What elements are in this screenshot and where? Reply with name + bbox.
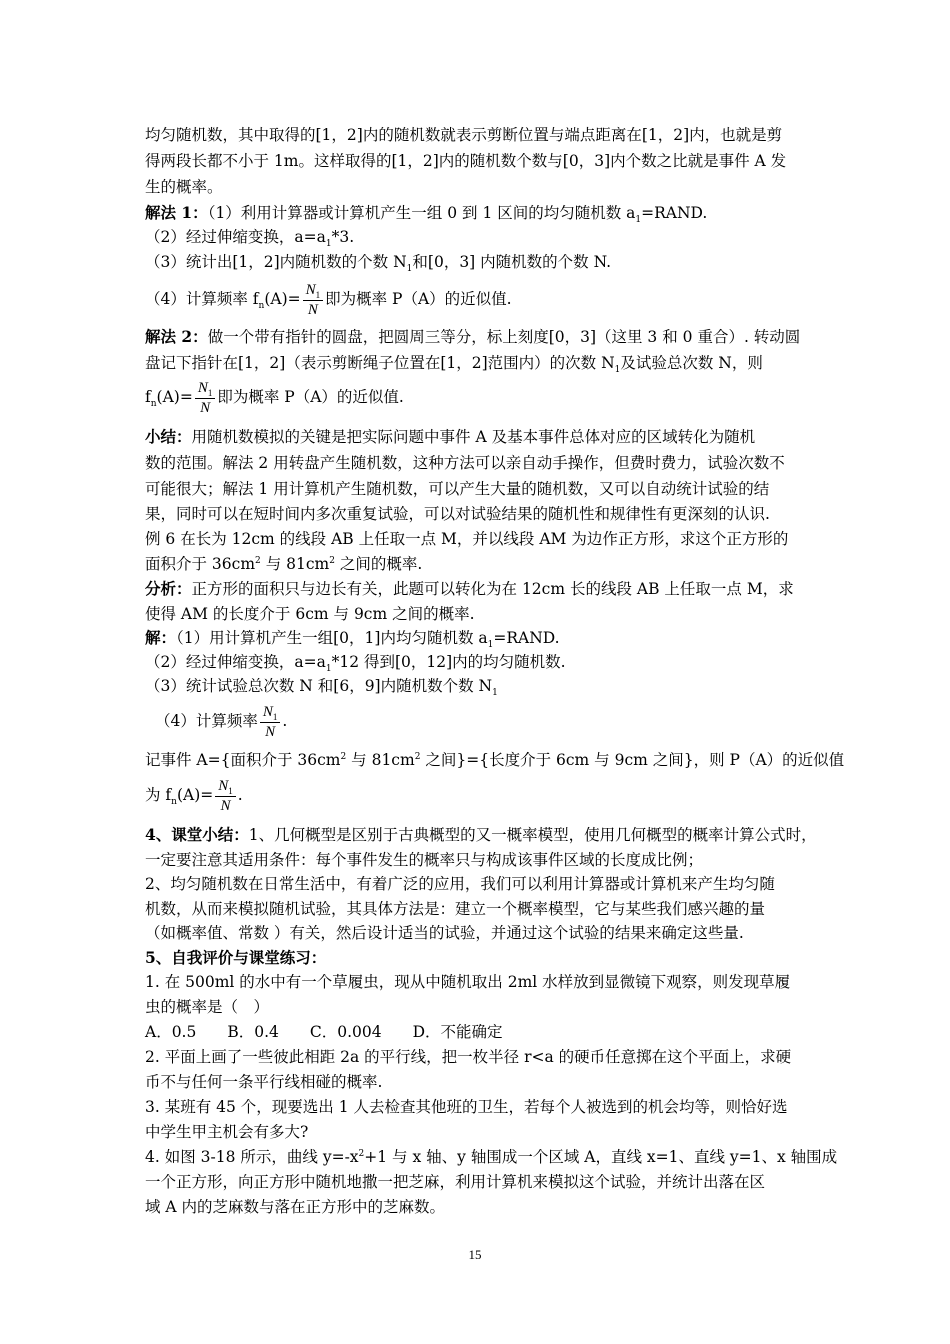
class-summary-label: 4、课堂小结： (145, 825, 249, 844)
text: 即为概率 P（A）的近似值. (325, 290, 512, 308)
text-line: 虫的概率是（ ） (145, 998, 270, 1016)
solution-2-line (145, 326, 800, 348)
text: 与 81cm (346, 751, 415, 769)
fraction-denominator: N (265, 723, 276, 740)
text-line: （如概率值、常数 ）有关，然后设计适当的试验，并通过这个试验的结果来确定这些量. (145, 924, 744, 942)
summary-line (145, 426, 755, 448)
fraction-denominator: N (200, 399, 211, 416)
formula-line (155, 698, 287, 744)
superscript: 2 (255, 555, 261, 566)
text-line: 域 A 内的芝麻数与落在正方形中的芝麻数。 (145, 1198, 446, 1216)
subscript: n (171, 797, 177, 808)
exercise-4 (145, 1146, 837, 1168)
subscript: 1 (325, 664, 332, 675)
text: 4. 如图 3-18 所示，曲线 y=-x (145, 1148, 359, 1166)
subscript: 1 (487, 640, 494, 651)
text: 之间的概率. (334, 555, 423, 573)
solution-line (145, 627, 560, 649)
text: 面积介于 36cm (145, 555, 256, 573)
text: 盘记下指针在[1，2]（表示剪断绳子位置在[1，2]范围内）的次数 N (145, 354, 615, 372)
fraction-denominator: N (307, 301, 318, 318)
superscript: 2 (340, 751, 347, 762)
text-line: 生的概率。 (145, 178, 223, 196)
superscript: 2 (358, 1148, 365, 1159)
text: 用随机数模拟的关键是把实际问题中事件 A 及基本事件总体对应的区域转化为随机 (191, 428, 756, 446)
text: （4）计算频率 f (145, 290, 259, 308)
text: 做一个带有指针的圆盘，把圆周三等分，标上刻度[0，3]（这里 3 和 0 重合）. 转动圆 (207, 328, 801, 346)
fraction-numerator: $N_1$ (303, 282, 324, 301)
subscript: 1 (325, 239, 332, 250)
text-line: 2、均匀随机数在日常生活中，有着广泛的应用，我们可以利用计算器或计算机来产生均匀随 (145, 875, 775, 893)
superscript: 2 (414, 751, 421, 762)
fraction (303, 282, 324, 319)
solution-1-line (145, 202, 707, 224)
formula-line (145, 276, 512, 322)
page-number: 15 (468, 1247, 482, 1262)
text: 正方形的面积只与边长有关，此题可以转化为在 12cm 长的线段 AB 上任取一点 M，求 (191, 580, 794, 598)
text-line: 数的范围。解法 2 用转盘产生随机数，这种方法可以亲自动手操作，但费时费力，试验次数不 (145, 454, 785, 472)
subscript: n (258, 301, 265, 312)
text-line: 可能很大；解法 1 用计算机产生随机数，可以产生大量的随机数，又可以自动统计试验的结 (145, 480, 770, 498)
text: （2）经过伸缩变换，a=a (145, 653, 326, 671)
text: (A)= (264, 290, 301, 308)
fraction (260, 704, 281, 741)
text: (A)= (156, 388, 193, 406)
solution-label: 解： (145, 628, 177, 647)
text: （3）统计出[1，2]内随机数的个数 N (145, 253, 407, 271)
subscript: 1 (614, 365, 621, 376)
formula-line (145, 374, 404, 420)
text-line: 一定要注意其适用条件：每个事件发生的概率只与构成该事件区域的长度成比例； (145, 851, 704, 869)
answer-options: A．0.5 B．0.4 C．0.004 D．不能确定 (145, 1023, 503, 1041)
text-line (145, 226, 354, 248)
text: 记事件 A={面积介于 36cm (145, 751, 341, 769)
text: 和[0，3] 内随机数的个数 N. (412, 253, 612, 271)
solution-1-label: 解法 1： (145, 203, 208, 222)
section-heading: 5、自我评价与课堂练习： (145, 948, 327, 967)
text: f (145, 388, 151, 406)
text-line: 均匀随机数，其中取得的[1，2]内的随机数就表示剪断位置与端点距离在[1，2]内，也就是剪 (145, 126, 783, 144)
formula-line (145, 772, 243, 818)
text-line: 果，同时可以在短时间内多次重复试验，可以对试验结果的随机性和规律性有更深刻的认识. (145, 505, 770, 523)
text: . (237, 786, 243, 804)
text-line: 使得 AM 的长度介于 6cm 与 9cm 之间的概率. (145, 605, 475, 623)
exercise-2: 2. 平面上画了一些彼此相距 2a 的平行线，把一枚半径 r<a 的硬币任意掷在这个平面上，求硬 (145, 1048, 792, 1066)
text: *12 得到[0，12]内的均匀随机数. (331, 653, 566, 671)
exercise-3: 3. 某班有 45 个，现要选出 1 人去检查其他班的卫生，若每个人被选到的机会均等，则恰好选 (145, 1098, 788, 1116)
text-line (145, 675, 498, 697)
analysis-line (145, 578, 794, 600)
subscript: 1 (406, 264, 413, 275)
text-line (145, 749, 844, 771)
fraction-numerator: $N_1$ (260, 704, 281, 723)
text-line: 中学生甲主机会有多大? (145, 1123, 309, 1141)
text: （2）经过伸缩变换，a=a (145, 228, 326, 246)
text: =RAND. (493, 629, 560, 647)
subscript: 1 (492, 688, 498, 699)
fraction-numerator: $N_1$ (215, 778, 236, 797)
text: +1 与 x 轴、y 轴围成一个区域 A，直线 x=1、直线 y=1、x 轴围成 (364, 1148, 838, 1166)
solution-2-label: 解法 2： (145, 327, 208, 346)
text-line (145, 651, 566, 673)
text-line (145, 251, 611, 273)
text: . (282, 712, 288, 730)
text: =RAND. (641, 204, 708, 222)
text-line (145, 352, 763, 374)
fraction (195, 380, 216, 417)
text-line (145, 553, 422, 575)
fraction (215, 778, 236, 815)
text-line: 币不与任何一条平行线相碰的概率. (145, 1073, 383, 1091)
fraction-denominator: N (220, 797, 231, 814)
text-line: 得两段长都不小于 1m。这样取得的[1，2]内的随机数个数与[0，3]内个数之比就是事件 A 发 (145, 152, 787, 170)
text: (A)= (176, 786, 214, 804)
example-line: 例 6 在长为 12cm 的线段 AB 上任取一点 M，并以线段 AM 为边作正方形，求这个正方形的 (145, 530, 789, 548)
analysis-label: 分析： (145, 579, 192, 598)
subscript: 1 (635, 215, 642, 226)
text: 即为概率 P（A）的近似值. (217, 388, 404, 406)
text: 及试验总次数 N，则 (620, 354, 763, 372)
text: （4）计算频率 (155, 712, 258, 730)
text-line: 机数，从而来模拟随机试验，其具体方法是：建立一个概率模型，它与某些我们感兴趣的量 (145, 900, 766, 918)
text-line: 一个正方形，向正方形中随机地撒一把芝麻，利用计算机来模拟这个试验，并统计出落在区 (145, 1173, 766, 1191)
text: （1）利用计算器或计算机产生一组 0 到 1 区间的均匀随机数 a (207, 204, 636, 222)
subscript: n (150, 399, 157, 410)
text: （3）统计试验总次数 N 和[6，9]内随机数个数 N (145, 677, 493, 695)
class-summary-line (145, 824, 817, 846)
text: 为 f (145, 786, 172, 804)
text: （1）用计算机产生一组[0，1]内均匀随机数 a (176, 629, 488, 647)
text: *3. (331, 228, 355, 246)
exercise-1: 1. 在 500ml 的水中有一个草履虫，现从中随机取出 2ml 水样放到显微镜下观察，则发现草履 (145, 973, 791, 991)
text: 1、几何概型是区别于古典概型的又一概率模型，使用几何概型的概率计算公式时， (248, 826, 817, 844)
summary-label: 小结： (145, 427, 192, 446)
superscript: 2 (329, 555, 335, 566)
text: 与 81cm (260, 555, 330, 573)
fraction-numerator: $N_1$ (195, 380, 216, 399)
text: 之间}={长度介于 6cm 与 9cm 之间}，则 P（A）的近似值 (420, 751, 845, 769)
